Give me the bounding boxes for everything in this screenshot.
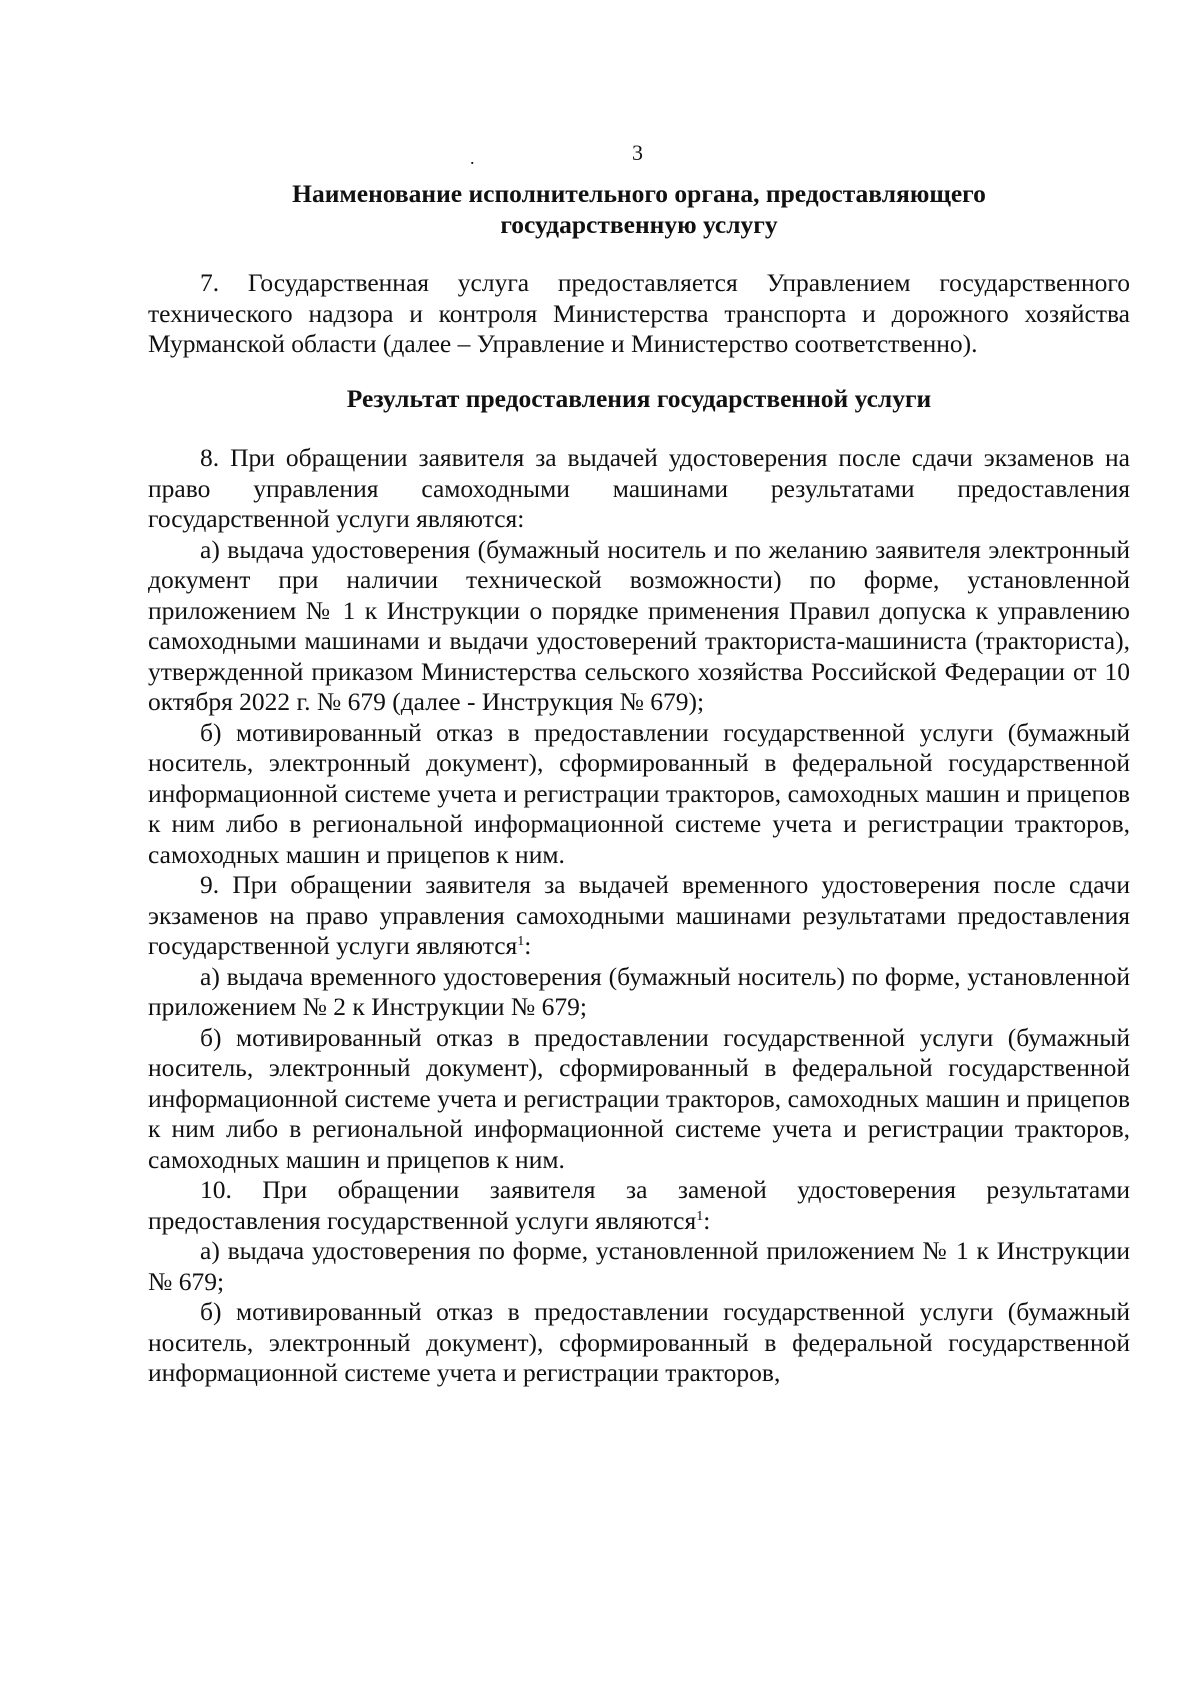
page-number: 3 xyxy=(632,140,643,165)
paragraph-9b: б) мотивированный отказ в предоставлении государственной услуги (бумажный носитель, электронный документ), сформированный в федеральной государственной информационной системе учета и регистрации тракторов, самоходных машин и прицепов к ним либо в региональной информационной системе учета и регистрации тракторов, самоходных машин и прицепов к ним. xyxy=(148,1022,1130,1174)
paragraph-10-colon: : xyxy=(703,1205,711,1235)
footnote-ref-1: 1 xyxy=(517,934,525,949)
paragraph-10 xyxy=(148,1175,1130,1236)
section-heading-result: Результат предоставления государственной услуги xyxy=(346,384,932,413)
scan-speck: . xyxy=(470,148,475,168)
section-heading-authority xyxy=(148,178,1130,240)
paragraph-9-colon: : xyxy=(524,931,532,960)
paragraph-8a: а) выдача удостоверения (бумажный носитель и по желанию заявителя электронный документ при наличии технической возможности) по форме, установленной приложением № 1 к Инструкции о порядке применения Правил допуска к управлению самоходными машинами и выдачи удостоверений тракториста-машиниста (тракториста), утвержденной приказом Министерства сельского хозяйства Российской Федерации от 10 октября 2022 г. № 679 (далее - Инструкция № 679); xyxy=(148,534,1130,716)
paragraph-7: 7. Государственная услуга предоставляется Управлением государственного технического надзора и контроля Министерства транспорта и дорожного хозяйства Мурманской области (далее – Управление и Министерство соответственно). xyxy=(148,268,1130,358)
paragraph-9a: а) выдача временного удостоверения (бумажный носитель) по форме, установленной приложением № 2 к Инструкции № 679; xyxy=(148,961,1130,1021)
paragraph-10-text: 10. При обращении заявителя за заменой удостоверения результатами предоставления государственной услуги являются xyxy=(148,1175,1130,1235)
paragraph-9 xyxy=(148,870,1130,962)
paragraph-9-text: 9. При обращении заявителя за выдачей временного удостоверения после сдачи экзаменов на право управления самоходными машинами результатами предоставления государственной услуги являются xyxy=(148,870,1130,960)
heading-line-2: государственную услугу xyxy=(500,210,778,239)
footnote-ref-2: 1 xyxy=(696,1208,704,1224)
paragraph-10a: а) выдача удостоверения по форме, установленной приложением № 1 к Инструкции № 679; xyxy=(148,1236,1130,1296)
paragraph-10b: б) мотивированный отказ в предоставлении государственной услуги (бумажный носитель, электронный документ), сформированный в федеральной государственной информационной системе учета и регистрации тракторов, xyxy=(148,1297,1130,1387)
paragraph-7-block xyxy=(148,268,1130,360)
paragraph-8: 8. При обращении заявителя за выдачей удостоверения после сдачи экзаменов на право управления самоходными машинами результатами предоставления государственной услуги являются: xyxy=(148,443,1130,533)
paragraphs-8-10-block xyxy=(148,443,1130,1389)
paragraph-8b: б) мотивированный отказ в предоставлении государственной услуги (бумажный носитель, электронный документ), сформированный в федеральной государственной информационной системе учета и регистрации тракторов, самоходных машин и прицепов к ним либо в региональной информационной системе учета и регистрации тракторов, самоходных машин и прицепов к ним. xyxy=(148,717,1130,869)
heading-line-1: Наименование исполнительного органа, предоставляющего xyxy=(292,179,986,208)
